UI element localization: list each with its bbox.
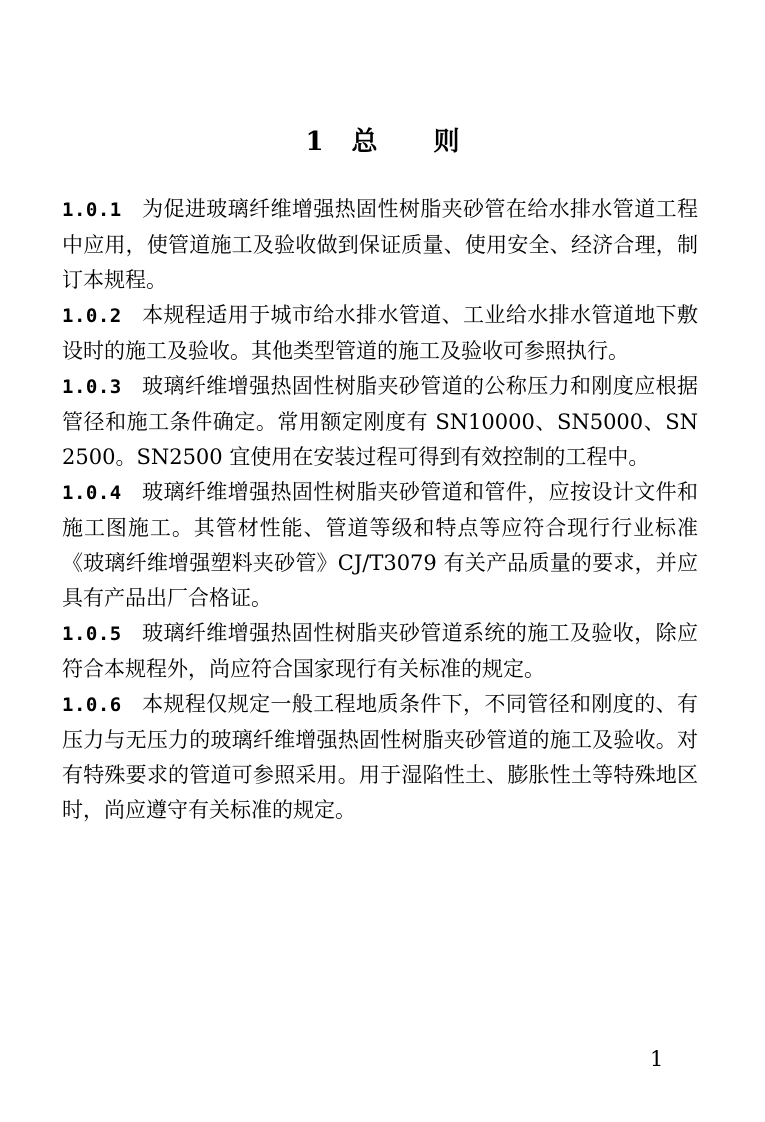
clause-text: 玻璃纤维增强热固性树脂夹砂管道和管件，应按设计文件和施工图施工。其管材性能、管道等级和特点等应符合现行行业标准《玻璃纤维增强塑料夹砂管》CJ/T3079 有关产品质量的要求，并应具有产品出厂合格证。 [62, 480, 698, 610]
chapter-title-char-2: 则 [433, 127, 460, 157]
clause-1-0-1 [62, 192, 698, 298]
clause-text: 玻璃纤维增强热固性树脂夹砂管道系统的施工及验收，除应符合本规程外，尚应符合国家现行有关标准的规定。 [62, 621, 698, 681]
clause-number: 1.0.3 [62, 376, 122, 398]
clause-number: 1.0.5 [62, 623, 122, 645]
clause-text: 玻璃纤维增强热固性树脂夹砂管道的公称压力和刚度应根据管径和施工条件确定。常用额定刚度有 SN10000、SN5000、SN2500。SN2500 宜使用在安装过程可得到有效控制的工程中。 [62, 374, 698, 469]
page-number: 1 [650, 1047, 664, 1071]
clause-text: 本规程仅规定一般工程地质条件下，不同管径和刚度的、有压力与无压力的玻璃纤维增强热固性树脂夹砂管道的施工及验收。对有特殊要求的管道可参照采用。用于湿陷性土、膨胀性土等特殊地区时，尚应遵守有关标准的规定。 [62, 692, 698, 822]
chapter-number: 1 [305, 127, 324, 157]
clause-1-0-6 [62, 687, 698, 828]
chapter-body [62, 192, 698, 828]
clause-text: 为促进玻璃纤维增强热固性树脂夹砂管在给水排水管道工程中应用，使管道施工及验收做到保证质量、使用安全、经济合理，制订本规程。 [62, 197, 698, 292]
clause-number: 1.0.4 [62, 482, 122, 504]
clause-1-0-5 [62, 616, 698, 687]
clause-1-0-3 [62, 369, 698, 475]
clause-1-0-2 [62, 298, 698, 369]
clause-number: 1.0.6 [62, 694, 122, 716]
clause-text: 本规程适用于城市给水排水管道、工业给水排水管道地下敷设时的施工及验收。其他类型管道的施工及验收可参照执行。 [62, 303, 698, 363]
clause-1-0-4 [62, 475, 698, 616]
chapter-title [0, 122, 765, 162]
clause-number: 1.0.2 [62, 305, 122, 327]
chapter-title-char-1: 总 [351, 127, 378, 157]
clause-number: 1.0.1 [62, 199, 122, 221]
